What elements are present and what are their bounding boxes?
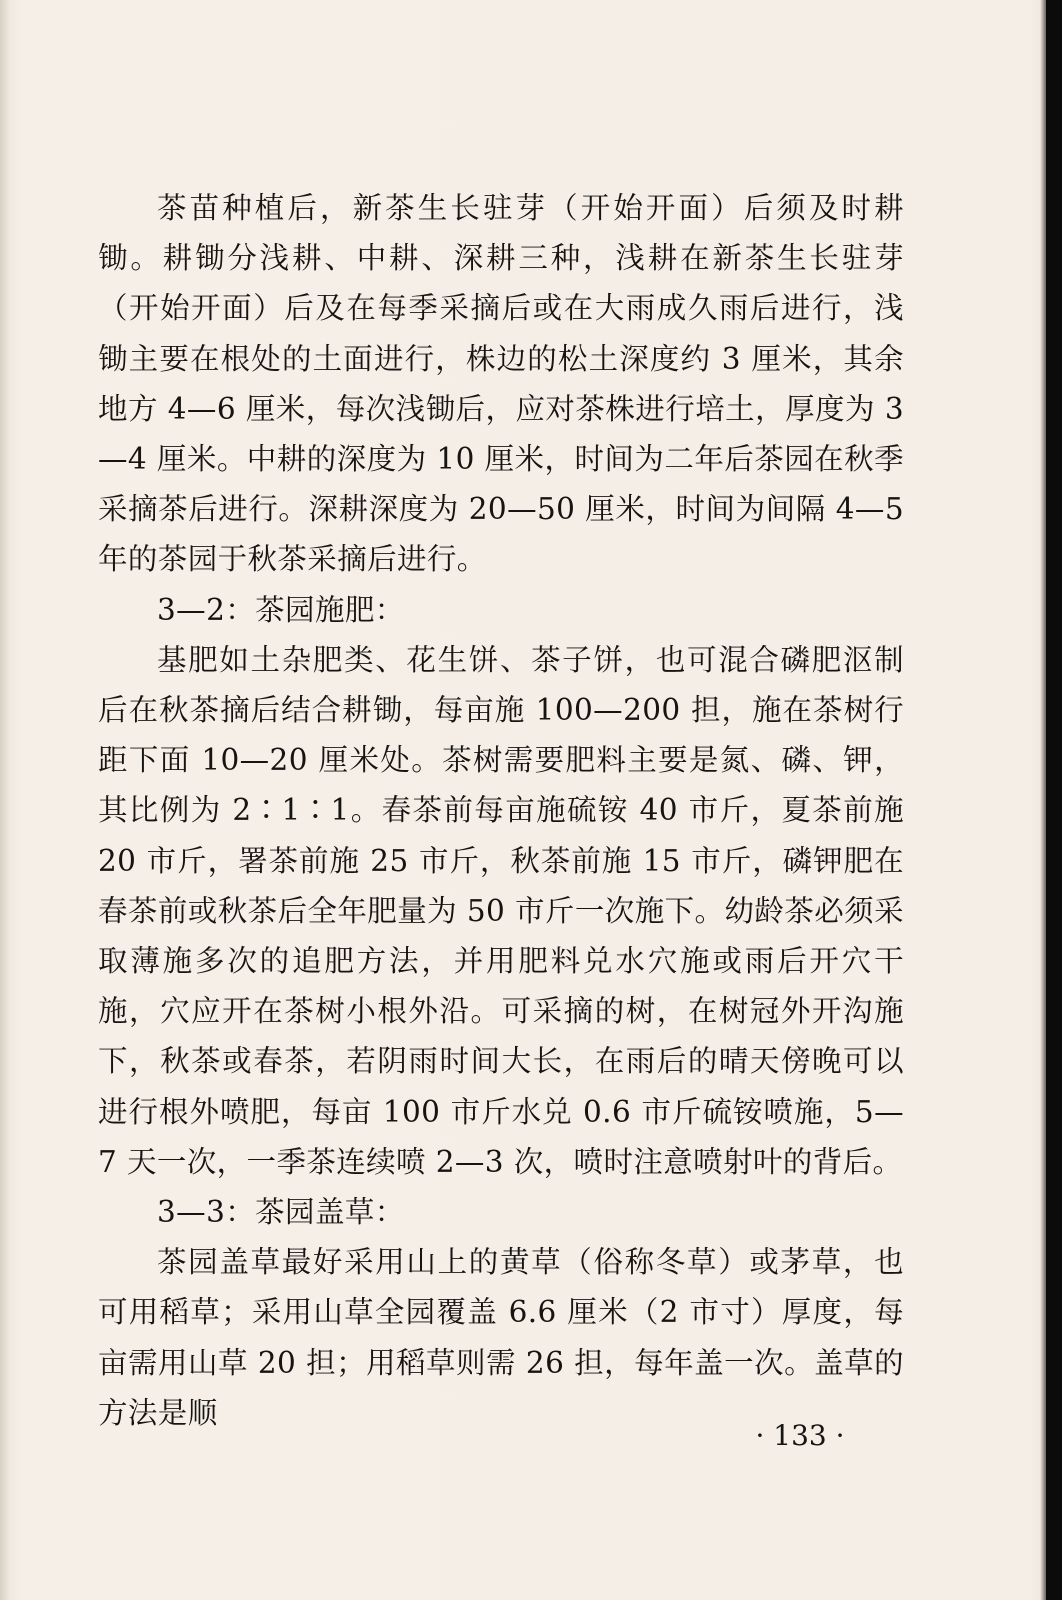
page-number: · 133 · [755, 1419, 845, 1452]
paragraph-fertilizing: 基肥如土杂肥类、花生饼、茶子饼，也可混合磷肥沤制后在秋茶摘后结合耕锄，每亩施 100—200 担，施在茶树行距下面 10—20 厘米处。茶树需要肥料主要是氮、磷、钾，其比例为 2∶1∶1。春茶前每亩施硫铵 40 市斤，夏茶前施 20 市斤，署茶前施 25 市斤，秋茶前施 15 市斤，磷钾肥在春茶前或秋茶后全年肥量为 50 市斤一次施下。幼龄茶必须采取薄施多次的追肥方法，并用肥料兑水穴施或雨后开穴干施，穴应开在茶树小根外沿。可采摘的树，在树冠外开沟施下，秋茶或春茶，若阴雨时间大长，在雨后的晴天傍晚可以进行根外喷肥，每亩 100 市斤水兑 0.6 市斤硫铵喷施，5—7 天一次，一季茶连续喷 2—3 次，喷时注意喷射叶的背后。 [98, 642, 904, 1179]
scan-border [1046, 0, 1062, 1600]
paragraph-mulching: 茶园盖草最好采用山上的黄草（俗称冬草）或茅草，也可用稻草；采用山草全园覆盖 6.6 厘米（2 市寸）厚度，每亩需用山草 20 担；用稻草则需 26 担，每年盖一次。盖草的方法是顺 [98, 1245, 904, 1430]
heading-mulching: 3—3：茶园盖草： [157, 1195, 405, 1230]
heading-fertilizing: 3—2：茶园施肥： [157, 592, 405, 627]
paragraph-tillage: 茶苗种植后，新茶生长驻芽（开始开面）后须及时耕锄。耕锄分浅耕、中耕、深耕三种，浅耕在新茶生长驻芽（开始开面）后及在每季采摘后或在大雨成久雨后进行，浅锄主要在根处的土面进行，株边的松土深度约 3 厘米，其余地方 4—6 厘米，每次浅锄后，应对茶株进行培土，厚度为 3—4 厘米。中耕的深度为 10 厘米，时间为二年后茶园在秋季采摘茶后进行。深耕深度为 20—50 厘米，时间为间隔 4—5 年的茶园于秋茶采摘后进行。 [98, 191, 904, 577]
page-left-edge [0, 0, 10, 1600]
body-text [98, 183, 904, 1438]
